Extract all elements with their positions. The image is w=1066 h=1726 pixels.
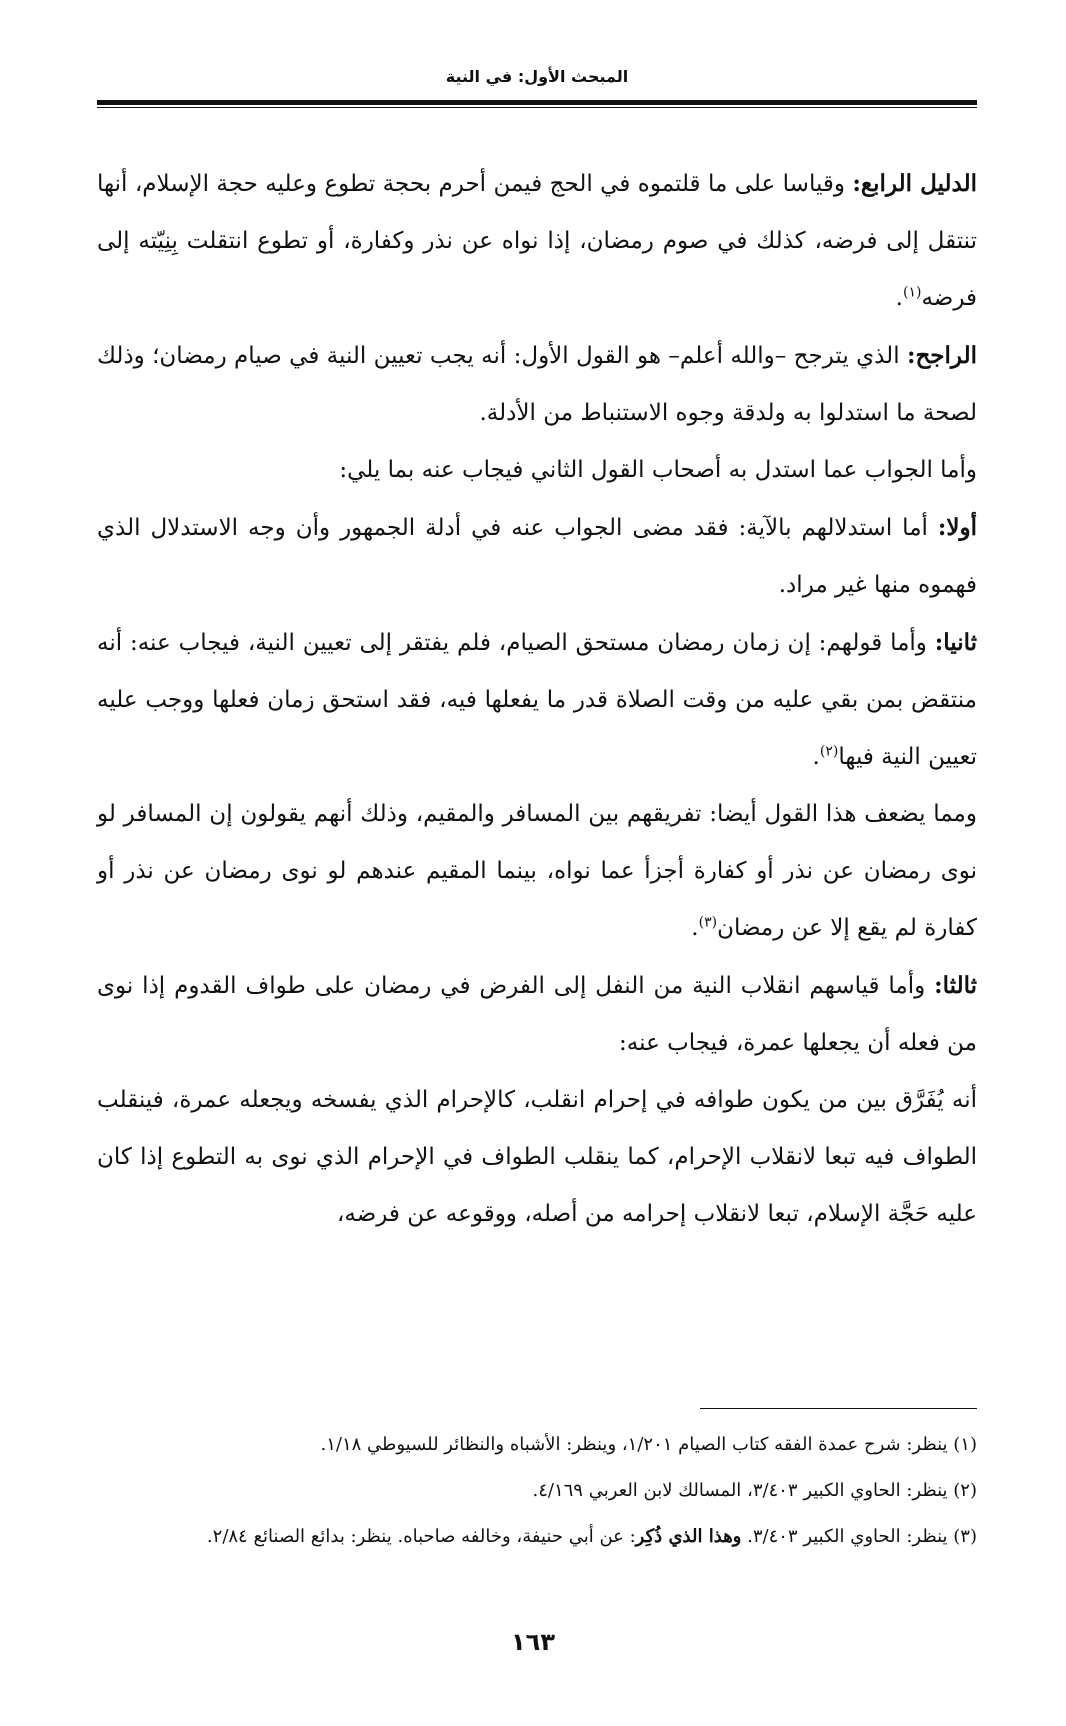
footnote-separator: [700, 1408, 977, 1409]
footnote-3: [97, 1514, 977, 1560]
footnote-2: (٢) ينظر: الحاوي الكبير ٣/٤٠٣، المسالك لابن العربي ٤/١٦٩.: [532, 1480, 977, 1501]
paragraph-lead: ثانيا:: [934, 629, 977, 656]
paragraph-fourth-evidence: [97, 155, 977, 327]
paragraph-end: .: [895, 285, 903, 311]
paragraph-end: .: [691, 915, 699, 941]
paragraph-text: وأما قياسهم انقلاب النية من النفل إلى الفرض في رمضان على طواف القدوم إذا نوى من فعله أن يجعلها عمرة، فيجاب عنه:: [97, 973, 977, 1056]
header-rule-thick: [97, 100, 977, 105]
footnote-emphasis: وهذا الذي ذُكِر: [635, 1526, 742, 1547]
footnote-ref-2[interactable]: (٢): [819, 743, 839, 760]
paragraph-text: وأما الجواب عما استدل به أصحاب القول الثاني فيجاب عنه بما يلي:: [339, 457, 977, 483]
paragraph-text: وأما قولهم: إن زمان رمضان مستحق الصيام، فلم يفتقر إلى تعيين النية، فيجاب عنه: أنه منتقض بمن بقي عليه من وقت الصلاة قدر ما يفعلها فيه، فقد استحق زمان فعلها ووجب عليه تعيين النية فيها: [97, 630, 977, 770]
footnote-ref-3[interactable]: (٣): [698, 914, 718, 931]
paragraph-first-answer: [97, 499, 977, 614]
paragraph-text: الذي يترجح –والله أعلم– هو القول الأول: أنه يجب تعيين النية في صيام رمضان؛ وذلك لصحة ما استدلوا به ولدقة وجوه الاستنباط من الأدلة.: [97, 343, 977, 426]
running-header: [97, 62, 977, 102]
footnote-ref-1[interactable]: (١): [902, 284, 922, 301]
paragraph-text: ومما يضعف هذا القول أيضا: تفريقهم بين المسافر والمقيم، وذلك أنهم يقولون إن المسافر لو نوى رمضان عن نذر أو كفارة أجزأ عما نواه، بينما المقيم عندهم لو نوى رمضان عن نذر أو كفارة لم يقع إلا عن رمضان: [97, 801, 977, 941]
header-title: المبحث الأول: في النية: [445, 67, 629, 86]
paragraph-third-answer: [97, 957, 977, 1072]
paragraph-end: .: [812, 744, 820, 770]
header-rule-thin: [97, 107, 977, 108]
footnote-1: (١) ينظر: شرح عمدة الفقه كتاب الصيام ١/٢٠١، وينظر: الأشباه والنظائر للسيوطي ١/١٨.: [320, 1434, 977, 1455]
paragraph-text: أنه يُفَرَّق بين من يكون طوافه في إحرام انقلب، كالإحرام الذي يفسخه ويجعله عمرة، فينقلب الطواف فيه تبعا لانقلاب الإحرام، كما ينقلب الطواف في الإحرام الذي نوى به التطوع إذا كان عليه حَجَّة الإسلام، تبعا لانقلاب إحرامه من أصله، ووقوعه عن فرضه،: [97, 1087, 977, 1227]
paragraph-answer-intro: [97, 442, 977, 499]
paragraph-lead: الدليل الرابع:: [852, 170, 977, 197]
main-text: [97, 155, 977, 1243]
paragraph-text: وقياسا على ما قلتموه في الحج فيمن أحرم بحجة تطوع وعليه حجة الإسلام، أنها تنتقل إلى فرضه، كذلك في صوم رمضان، إذا نواه عن نذر وكفارة، أو تطوع انتقلت بِنِيّته إلى فرضه: [97, 171, 977, 311]
footnote-text: : عن أبي حنيفة، وخالفه صاحباه. ينظر: بدائع الصنائع ٢/٨٤.: [206, 1526, 636, 1547]
paragraph-weakness: [97, 786, 977, 957]
paragraph-lead: الراجح:: [906, 342, 977, 369]
footnotes: [97, 1422, 977, 1560]
paragraph-second-answer: [97, 614, 977, 786]
paragraph-lead: أولا:: [937, 514, 977, 541]
paragraph-lead: ثالثا:: [934, 972, 977, 999]
paragraph-text: أما استدلالهم بالآية: فقد مضى الجواب عنه في أدلة الجمهور وأن وجه الاستدلال الذي فهموه منها غير مراد.: [97, 515, 977, 598]
footnote-text: (٣) ينظر: الحاوي الكبير ٣/٤٠٣.: [741, 1526, 977, 1547]
paragraph-preferred-view: [97, 327, 977, 442]
paragraph-distinction: [97, 1072, 977, 1243]
page-number: ١٦٣: [511, 1628, 555, 1656]
